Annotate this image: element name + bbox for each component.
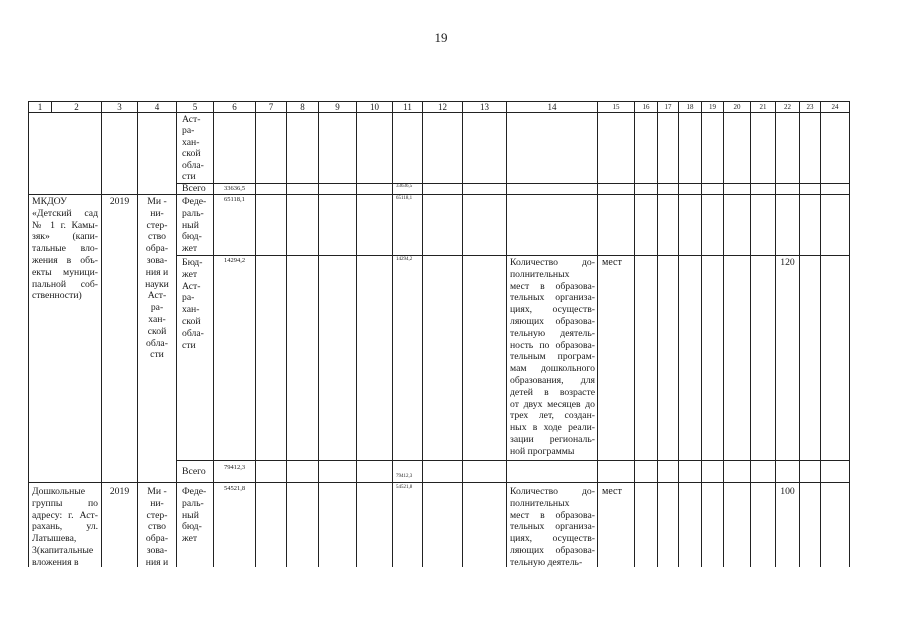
- empty-cell: [800, 461, 821, 483]
- text-line: жет: [182, 243, 198, 255]
- empty-cell: [423, 113, 463, 184]
- text-line: Бюд-: [182, 257, 203, 268]
- funding-source: [177, 256, 213, 351]
- empty-cell: [800, 113, 821, 184]
- column-number: 16: [635, 102, 658, 113]
- empty-cell: [319, 461, 357, 483]
- empty-cell: [821, 184, 850, 195]
- text-line: Аст-: [182, 114, 201, 125]
- text-line: ни-: [150, 497, 164, 509]
- amount-value-small: 14294,2: [396, 257, 413, 262]
- text-line: мест в образова-: [510, 509, 595, 521]
- empty-cell: [658, 113, 679, 184]
- funding-source-cell: [177, 195, 214, 256]
- text-line: раль-: [182, 497, 204, 509]
- text-line: хан-: [148, 313, 166, 325]
- year: 2019: [109, 196, 130, 207]
- empty-cell: [658, 184, 679, 195]
- text-line: Феде-: [182, 196, 207, 207]
- text-line: бюд-: [182, 521, 202, 533]
- empty-cell: [287, 461, 319, 483]
- empty-cell: [702, 461, 724, 483]
- funding-source-cell: [177, 113, 214, 184]
- column-number: 11: [393, 102, 423, 113]
- funding-source: [177, 483, 213, 545]
- text-line: тельную деятель-: [510, 556, 583, 567]
- empty-cell: [598, 184, 635, 195]
- amount-cell: [214, 483, 256, 568]
- text-line: ность по образова-: [510, 339, 595, 351]
- table-row: [29, 483, 850, 568]
- table-row: [29, 195, 850, 256]
- amount-cell: [393, 184, 423, 195]
- empty-cell: [507, 113, 598, 184]
- empty-cell: [287, 483, 319, 568]
- empty-cell: [393, 113, 423, 184]
- amount-cell: [393, 461, 423, 483]
- empty-cell: [256, 483, 287, 568]
- text-line: 3(капитальные: [32, 544, 94, 556]
- text-line: Аст-: [147, 290, 167, 302]
- empty-cell: [800, 483, 821, 568]
- object-name: [29, 195, 101, 302]
- column-number: 13: [463, 102, 507, 113]
- column-number: 7: [256, 102, 287, 113]
- text-line: пальной соб-: [32, 278, 98, 290]
- empty-cell: [679, 461, 702, 483]
- object-name-cell: [29, 113, 102, 195]
- empty-cell: [319, 195, 357, 256]
- text-line: зова-: [146, 254, 168, 266]
- empty-cell: [256, 184, 287, 195]
- total-label: Всего: [182, 465, 206, 477]
- column-number: 18: [679, 102, 702, 113]
- empty-cell: [423, 256, 463, 461]
- indicator-cell: [507, 483, 598, 568]
- column-number: 4: [138, 102, 177, 113]
- column-number: 9: [319, 102, 357, 113]
- text-line: ра-: [182, 292, 195, 304]
- column-number: 21: [751, 102, 776, 113]
- text-line: хан-: [182, 304, 200, 316]
- empty-cell: [423, 461, 463, 483]
- text-line: Дошкольные: [32, 486, 86, 497]
- header-row: [29, 102, 850, 113]
- customer: [138, 483, 176, 567]
- text-line: бюд-: [182, 231, 202, 243]
- column-number: 17: [658, 102, 679, 113]
- empty-cell: [319, 483, 357, 568]
- empty-cell: [679, 483, 702, 568]
- column-number: 14: [507, 102, 598, 113]
- empty-cell: [598, 195, 635, 256]
- empty-cell: [287, 256, 319, 461]
- text-line: Латышева,: [32, 533, 77, 545]
- empty-cell: [357, 256, 393, 461]
- empty-cell: [635, 113, 658, 184]
- text-line: зации региональ-: [510, 433, 595, 445]
- text-line: ляющих образова-: [510, 544, 595, 556]
- empty-cell: [463, 113, 507, 184]
- value-cell: [776, 256, 800, 461]
- text-line: мам дошкольного: [510, 363, 595, 375]
- text-line: от двух месяцев до: [510, 398, 595, 410]
- text-line: ни-: [150, 207, 164, 219]
- text-line: вложения в: [32, 556, 79, 567]
- empty-cell: [679, 256, 702, 461]
- empty-cell: [423, 195, 463, 256]
- customer-cell: [138, 483, 177, 568]
- text-line: полнительных: [510, 268, 570, 280]
- value-cell: [776, 483, 800, 568]
- empty-cell: [776, 184, 800, 195]
- amount-value-small: 79412,3: [396, 474, 413, 479]
- amount-cell: [214, 461, 256, 483]
- amount-value: 33636,5: [223, 185, 246, 192]
- empty-cell: [287, 184, 319, 195]
- table-row: [29, 113, 850, 184]
- places-value: 120: [780, 257, 795, 268]
- amount-value: 65118,1: [224, 196, 245, 203]
- empty-cell: [635, 195, 658, 256]
- text-line: ра-: [150, 302, 164, 314]
- text-line: обра-: [145, 533, 169, 545]
- empty-cell: [256, 256, 287, 461]
- text-line: «Детский сад: [32, 207, 98, 219]
- empty-cell: [800, 256, 821, 461]
- object-name-cell: [29, 195, 102, 483]
- text-line: Феде-: [182, 486, 207, 497]
- unit: мест: [602, 486, 622, 497]
- empty-cell: [357, 184, 393, 195]
- empty-cell: [287, 195, 319, 256]
- text-line: раль-: [182, 207, 204, 219]
- empty-cell: [821, 113, 850, 184]
- text-line: группы по: [32, 497, 98, 509]
- empty-cell: [821, 195, 850, 256]
- text-line: обла-: [182, 159, 204, 171]
- column-number: 22: [776, 102, 800, 113]
- column-number: 15: [598, 102, 635, 113]
- amount-value-small: 54521,8: [396, 485, 413, 490]
- text-line: адресу: г. Аст-: [32, 509, 98, 521]
- funding-source: [177, 113, 213, 182]
- text-line: тальные вло-: [32, 243, 98, 255]
- text-line: стер-: [146, 219, 168, 231]
- text-line: ной программы: [510, 445, 575, 457]
- unit: мест: [602, 257, 622, 268]
- empty-cell: [357, 113, 393, 184]
- empty-cell: [776, 113, 800, 184]
- empty-cell: [463, 461, 507, 483]
- total-label-cell: [177, 184, 214, 195]
- empty-cell: [635, 184, 658, 195]
- text-line: ния и: [145, 266, 169, 278]
- empty-cell: [423, 184, 463, 195]
- text-line: Ми -: [147, 486, 167, 497]
- empty-cell: [821, 256, 850, 461]
- page-number: 19: [434, 30, 448, 45]
- year-cell: [102, 113, 138, 195]
- empty-cell: [702, 113, 724, 184]
- text-line: ра-: [182, 125, 195, 137]
- funding-source: [177, 195, 213, 255]
- text-line: трех лет, создан-: [510, 410, 595, 422]
- text-line: стер-: [146, 509, 168, 521]
- empty-cell: [776, 195, 800, 256]
- empty-cell: [724, 195, 751, 256]
- text-line: ской: [147, 325, 167, 337]
- customer: [138, 195, 176, 361]
- empty-cell: [658, 483, 679, 568]
- column-number: 6: [214, 102, 256, 113]
- indicator-text: [507, 483, 597, 567]
- column-number: 12: [423, 102, 463, 113]
- text-line: ской: [182, 315, 201, 327]
- empty-cell: [463, 184, 507, 195]
- funding-source-cell: [177, 483, 214, 568]
- amount-cell: [214, 256, 256, 461]
- column-number: 3: [102, 102, 138, 113]
- text-line: детей в возрасте: [510, 386, 595, 398]
- empty-cell: [635, 483, 658, 568]
- text-line: обра-: [145, 243, 169, 255]
- text-line: жения в объ-: [32, 254, 98, 266]
- text-line: обла-: [146, 337, 168, 349]
- text-line: Аст-: [182, 280, 201, 292]
- empty-cell: [598, 113, 635, 184]
- empty-cell: [635, 461, 658, 483]
- text-line: полнительных: [510, 497, 570, 509]
- empty-cell: [821, 461, 850, 483]
- empty-cell: [679, 195, 702, 256]
- text-line: обла-: [182, 327, 204, 339]
- text-line: тельных организа-: [510, 292, 595, 304]
- column-number: 1: [29, 102, 52, 113]
- empty-cell: [724, 113, 751, 184]
- amount-value: 54521,8: [223, 485, 246, 492]
- funding-source-cell: [177, 256, 214, 461]
- text-line: тельную деятель-: [510, 327, 595, 339]
- year-cell: [102, 483, 138, 568]
- empty-cell: [463, 256, 507, 461]
- empty-cell: [319, 113, 357, 184]
- indicator-text: [507, 256, 597, 458]
- text-line: Ми -: [147, 196, 167, 207]
- text-line: № 1 г. Камы-: [32, 219, 98, 231]
- column-number: 8: [287, 102, 319, 113]
- text-line: ство: [148, 521, 166, 533]
- empty-cell: [256, 113, 287, 184]
- text-line: циях, осуществ-: [510, 304, 595, 316]
- empty-cell: [658, 256, 679, 461]
- empty-cell: [724, 483, 751, 568]
- empty-cell: [658, 195, 679, 256]
- text-line: циях, осуществ-: [510, 533, 595, 545]
- column-number: 10: [357, 102, 393, 113]
- empty-cell: [751, 184, 776, 195]
- text-line: хан-: [182, 136, 200, 148]
- empty-cell: [800, 184, 821, 195]
- empty-cell: [287, 113, 319, 184]
- column-number: 20: [724, 102, 751, 113]
- text-line: сти: [182, 339, 196, 351]
- text-line: ской: [182, 148, 201, 160]
- investment-table: [28, 101, 850, 567]
- empty-cell: [357, 483, 393, 568]
- empty-cell: [357, 195, 393, 256]
- empty-cell: [357, 461, 393, 483]
- empty-cell: [423, 483, 463, 568]
- unit-cell: [598, 483, 635, 568]
- amount-cell: [393, 195, 423, 256]
- empty-cell: [463, 195, 507, 256]
- text-line: жет: [182, 268, 198, 280]
- empty-cell: [319, 184, 357, 195]
- empty-cell: [679, 184, 702, 195]
- text-line: ство: [148, 231, 166, 243]
- total-label-cell: [177, 461, 214, 483]
- empty-cell: [319, 256, 357, 461]
- text-line: тельных организа-: [510, 521, 595, 533]
- empty-cell: [679, 113, 702, 184]
- text-line: ляющих образова-: [510, 315, 595, 327]
- total-label: Всего: [182, 183, 206, 194]
- text-line: тельным програм-: [510, 351, 595, 363]
- empty-cell: [463, 483, 507, 568]
- empty-cell: [507, 184, 598, 195]
- empty-cell: [776, 461, 800, 483]
- empty-cell: [724, 256, 751, 461]
- empty-cell: [800, 195, 821, 256]
- indicator-cell: [507, 256, 598, 461]
- amount-value-small: 33636,5: [396, 184, 413, 189]
- empty-cell: [821, 483, 850, 568]
- text-line: мест в образова-: [510, 280, 595, 292]
- customer-cell: [138, 113, 177, 195]
- column-number: 5: [177, 102, 214, 113]
- amount-value: 14294,2: [223, 257, 246, 264]
- text-line: ный: [182, 219, 199, 231]
- text-line: жет: [182, 533, 198, 545]
- text-line: екты муници-: [32, 266, 98, 278]
- empty-cell: [702, 184, 724, 195]
- empty-cell: [724, 184, 751, 195]
- column-number: 19: [702, 102, 724, 113]
- empty-cell: [256, 461, 287, 483]
- text-line: зова-: [146, 544, 168, 556]
- column-number: 2: [52, 102, 102, 113]
- empty-cell: [256, 195, 287, 256]
- year-cell: [102, 195, 138, 483]
- amount-cell: [393, 256, 423, 461]
- amount-cell: [214, 184, 256, 195]
- empty-cell: [635, 256, 658, 461]
- object-name-cell: [29, 483, 102, 568]
- text-line: ных в ходе реали-: [510, 422, 595, 434]
- empty-cell: [702, 195, 724, 256]
- unit-cell: [598, 256, 635, 461]
- customer-cell: [138, 195, 177, 483]
- year: 2019: [109, 486, 130, 497]
- text-line: Количество до-: [510, 486, 595, 497]
- empty-cell: [724, 461, 751, 483]
- empty-cell: [598, 461, 635, 483]
- text-line: ственности): [32, 290, 82, 302]
- amount-value-small: 65118,1: [396, 196, 413, 201]
- text-line: сти: [182, 171, 196, 183]
- text-line: зяк» (капи-: [32, 231, 98, 243]
- text-line: ния и: [145, 556, 169, 567]
- text-line: ный: [182, 509, 199, 521]
- text-line: МКДОУ: [32, 196, 67, 207]
- text-line: рахань, ул.: [32, 521, 98, 533]
- empty-cell: [214, 113, 256, 184]
- object-name: [29, 483, 101, 567]
- amount-cell: [214, 195, 256, 256]
- empty-cell: [702, 483, 724, 568]
- column-number: 24: [821, 102, 850, 113]
- text-line: сти: [150, 349, 164, 361]
- text-line: образования, для: [510, 374, 595, 386]
- empty-cell: [507, 195, 598, 256]
- places-value: 100: [780, 486, 795, 497]
- empty-cell: [702, 256, 724, 461]
- empty-cell: [751, 113, 776, 184]
- empty-cell: [751, 195, 776, 256]
- empty-cell: [507, 461, 598, 483]
- text-line: Количество до-: [510, 257, 595, 268]
- empty-cell: [751, 483, 776, 568]
- empty-cell: [751, 256, 776, 461]
- column-number: 23: [800, 102, 821, 113]
- empty-cell: [751, 461, 776, 483]
- amount-cell: [393, 483, 423, 568]
- amount-value: 79412,3: [223, 464, 246, 471]
- text-line: науки: [145, 278, 169, 290]
- empty-cell: [658, 461, 679, 483]
